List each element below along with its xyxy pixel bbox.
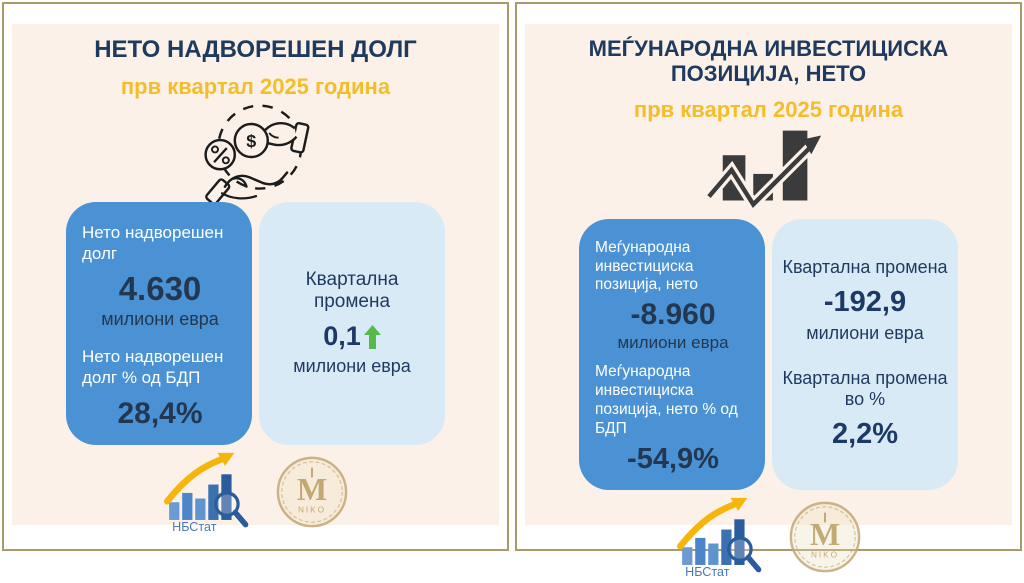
stat-cards-row bbox=[66, 202, 445, 445]
change-value: 2,2% bbox=[831, 418, 899, 451]
change-value-row bbox=[323, 321, 381, 352]
stat-label: Нето надворешен долг % од БДП bbox=[82, 347, 224, 388]
main-stat-card bbox=[66, 202, 252, 445]
change-label: Квартална промена во % bbox=[782, 368, 948, 410]
nbrnm-coin-logo bbox=[274, 454, 350, 535]
panel-title: НЕТО НАДВОРЕШЕН ДОЛГ bbox=[94, 36, 417, 63]
nbrnm-coin-logo bbox=[787, 499, 863, 580]
quarterly-change-card bbox=[772, 219, 958, 490]
change-value: -192,9 bbox=[823, 286, 907, 319]
nbstat-logo bbox=[162, 451, 262, 538]
coin-logo-label: NIKO bbox=[297, 505, 326, 515]
panel-content bbox=[12, 24, 499, 534]
quarterly-change-card bbox=[259, 202, 445, 445]
panel-title: МЕЃУНАРОДНА ИНВЕСТИЦИСКА ПОЗИЦИЈА, НЕТО bbox=[588, 36, 949, 87]
panel-subtitle: прв квартал 2025 година bbox=[633, 96, 904, 122]
svg-text:M: M bbox=[809, 515, 840, 552]
up-arrow-icon bbox=[364, 325, 381, 349]
svg-text:M: M bbox=[296, 470, 327, 507]
panel-subtitle: прв квартал 2025 година bbox=[120, 73, 391, 99]
stat-unit: милиони евра bbox=[617, 333, 729, 353]
change-unit: милиони евра bbox=[806, 323, 924, 344]
change-label: Квартална промена bbox=[782, 257, 948, 278]
footer-logos bbox=[675, 496, 863, 583]
coin-logo-label: NIKO bbox=[810, 550, 839, 560]
stat-cards-row bbox=[579, 219, 958, 490]
panel-header bbox=[549, 36, 989, 123]
bar-chart-growth-icon bbox=[707, 123, 831, 215]
stat-label: Нето надворешен долг bbox=[82, 222, 224, 263]
panel-header bbox=[94, 36, 417, 100]
panel-content bbox=[525, 24, 1012, 580]
stat-label: Меѓународна инвестициска позиција, нето % од БДП bbox=[595, 363, 738, 438]
nbstat-logo-label: НБСтат bbox=[171, 519, 216, 534]
stat-label: Меѓународна инвестициска позиција, нето bbox=[595, 238, 699, 294]
stat-value: -8.960 bbox=[630, 298, 716, 332]
svg-text:$: $ bbox=[245, 130, 256, 151]
stat-value: 4.630 bbox=[118, 270, 202, 308]
change-value: 0,1 bbox=[323, 321, 361, 352]
panel-international-investment-position bbox=[515, 2, 1022, 580]
nbstat-logo bbox=[675, 496, 775, 583]
stat-value: -54,9% bbox=[627, 442, 719, 475]
change-unit: милиони евра bbox=[293, 356, 411, 377]
nbstat-logo-label: НБСтат bbox=[684, 565, 729, 580]
hand-receiving-coin-icon bbox=[192, 100, 320, 198]
change-label: Квартална промена bbox=[305, 269, 399, 313]
footer-logos bbox=[162, 451, 350, 538]
stat-value: 28,4% bbox=[117, 396, 203, 430]
stat-unit: милиони евра bbox=[101, 309, 219, 330]
panel-net-external-debt bbox=[2, 2, 509, 551]
main-stat-card bbox=[579, 219, 765, 490]
